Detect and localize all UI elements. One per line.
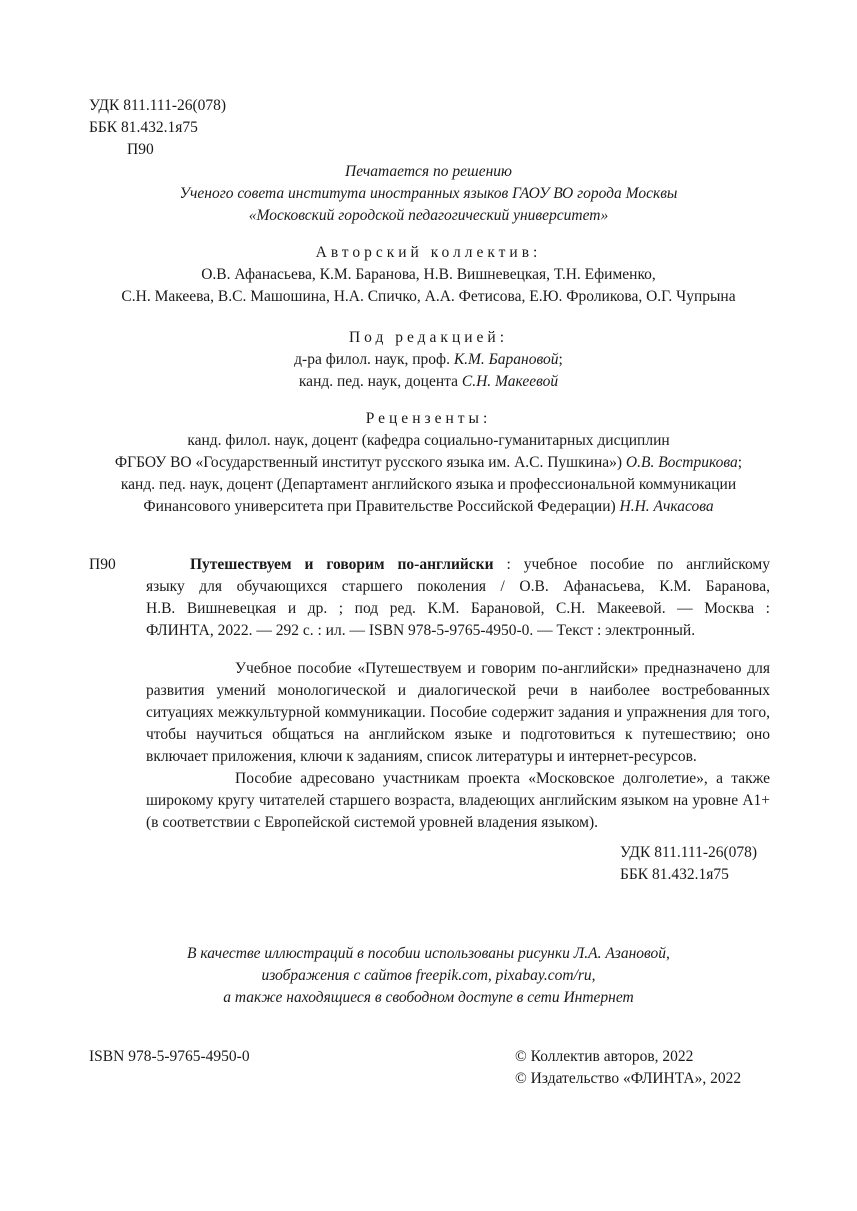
- authors-line-1: О.В. Афанасьева, К.М. Баранова, Н.В. Вишневецкая, Т.Н. Ефименко,: [201, 266, 656, 283]
- editors-line-1-suffix: ;: [558, 351, 563, 368]
- udk-code-bottom: УДК 811.111-26(078): [620, 844, 758, 861]
- book-title: Путешествуем и говорим по-английски: [190, 556, 494, 573]
- illustrations-line-1: В качестве иллюстраций в пособии использованы рисунки Л.А. Азановой,: [187, 945, 670, 962]
- reviewers-line-2-suffix: ;: [737, 454, 743, 471]
- reviewers-line-2: [0, 452, 857, 474]
- approval-line-3: «Московский городской педагогический университет»: [248, 207, 609, 224]
- reviewers-block: [0, 408, 857, 518]
- editors-line-1: [0, 349, 857, 371]
- editor-name-2: С.Н. Макеевой: [461, 373, 559, 390]
- bibliographic-line-1-rest: : учебное пособие по английскому: [493, 556, 770, 573]
- authors-heading: Авторский коллектив:: [315, 244, 542, 261]
- annotation-paragraph-2: Пособие адресовано участникам проекта «Московское долголетие», а также широкому кругу читателей старшего возраста, владеющих английским языком на уровне A1+ (в соответствии с Европейской системой уровней владения языком).: [146, 770, 770, 831]
- bibliographic-entry: [146, 554, 770, 642]
- approval-block: [0, 161, 857, 227]
- annotation-paragraph-1: Учебное пособие «Путешествуем и говорим по-английски» предназначено для развития умений монологической и диалогической речи в наиболее востребованных ситуациях межкультурной коммуникации. Пособие содержит задания и упражнения для того, чтобы научиться общаться на английском языке и подготовиться к путешествию; оно включает приложения, ключи к заданиям, список литературы и интернет-ресурсов.: [146, 660, 770, 765]
- bbk-code-bottom: ББК 81.432.1я75: [620, 866, 729, 883]
- editors-line-2: [0, 371, 857, 393]
- reviewers-heading: Рецензенты:: [365, 410, 492, 427]
- reviewer-name-1: О.В. Вострикова: [625, 454, 738, 471]
- bbk-code: ББК 81.432.1я75: [89, 119, 198, 136]
- authors-block: [0, 242, 857, 308]
- udk-code: УДК 811.111-26(078): [89, 97, 227, 114]
- editors-block: [0, 327, 857, 393]
- reviewers-line-4-prefix: Финансового университета при Правительстве Российской Федерации): [143, 498, 620, 515]
- reviewer-name-2: Н.Н. Ачкасова: [619, 498, 714, 515]
- annotation: [146, 658, 770, 834]
- copyright-authors: © Коллектив авторов, 2022: [515, 1048, 694, 1065]
- bibliographic-line-2: языку для обучающихся старшего поколения / О.В. Афанасьева, К.М. Баранова,: [146, 578, 770, 595]
- editors-heading: Под редакцией:: [348, 329, 509, 346]
- bibliographic-code: П90: [89, 556, 116, 573]
- reviewers-line-1: канд. филол. наук, доцент (кафедра социально-гуманитарных дисциплин: [187, 432, 670, 449]
- bibliographic-line-4: ФЛИНТА, 2022. — 292 с. : ил. — ISBN 978-5-9765-4950-0. — Текст : электронный.: [146, 622, 696, 639]
- author-mark: П90: [127, 141, 154, 158]
- isbn: ISBN 978-5-9765-4950-0: [89, 1048, 250, 1065]
- editors-line-1-prefix: д-ра филол. наук, проф.: [294, 351, 454, 368]
- authors-line-2: С.Н. Макеева, В.С. Машошина, Н.А. Спичко, А.А. Фетисова, Е.Ю. Фроликова, О.Г. Чупрына: [121, 288, 736, 305]
- copyright-publisher: © Издательство «ФЛИНТА», 2022: [515, 1070, 742, 1087]
- editors-line-2-prefix: канд. пед. наук, доцента: [298, 373, 462, 390]
- bibliographic-line-3: Н.В. Вишневецкая и др. ; под ред. К.М. Барановой, С.Н. Макеевой. — Москва :: [146, 600, 770, 617]
- illustrations-line-3: а также находящиеся в свободном доступе в сети Интернет: [223, 989, 634, 1006]
- bibliographic-line-1: [146, 554, 770, 576]
- editor-name-1: К.М. Барановой: [453, 351, 559, 368]
- reviewers-line-2-prefix: ФГБОУ ВО «Государственный институт русского языка им. А.С. Пушкина»): [114, 454, 626, 471]
- reviewers-line-3: канд. пед. наук, доцент (Департамент английского языка и профессиональной коммуникации: [120, 476, 737, 493]
- illustrations-note: [0, 943, 857, 1009]
- approval-line-2: Ученого совета института иностранных языков ГАОУ ВО города Москвы: [179, 185, 678, 202]
- illustrations-line-2: изображения с сайтов freepik.com, pixabay.com/ru,: [261, 967, 596, 984]
- approval-line-1: Печатается по решению: [345, 163, 512, 180]
- reviewers-line-4: [0, 496, 857, 518]
